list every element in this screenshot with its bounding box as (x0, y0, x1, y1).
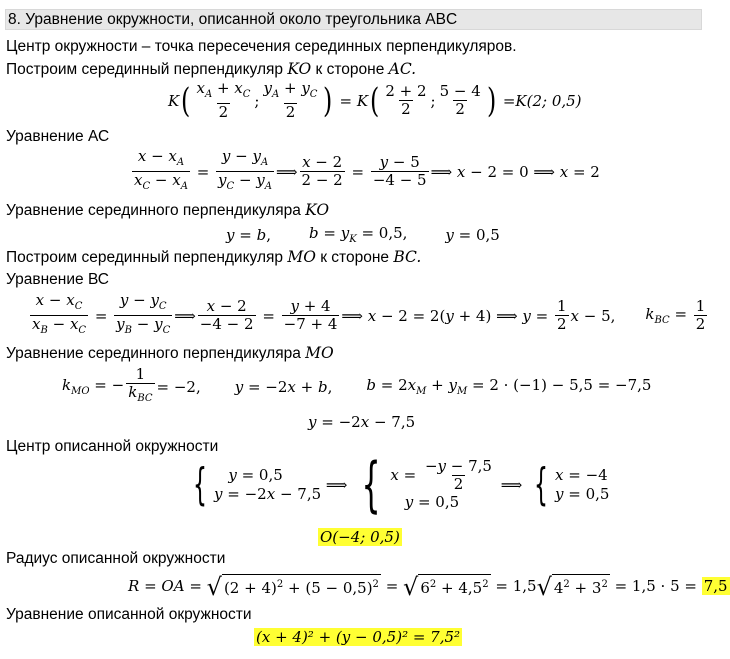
text-line-build-mo (6, 248, 421, 267)
symbol-bc: BC. (393, 248, 422, 266)
formula-perp-mo: $k_{MO}$ = − 1 $k_{BC}$ = −2, y = −2x + b, $b = 2x_M + y_M = 2 \cdot (-1) - 5,5 = -7,5$ (62, 366, 651, 407)
text-line-radius: Радиус описанной окружности (6, 550, 226, 567)
symbol-mo: MO (287, 248, 316, 266)
text-build-ko-a: Построим серединный перпендикуляр (6, 61, 284, 78)
text-perp-ko: Уравнение серединного перпендикуляра (6, 202, 301, 219)
formula-radius: R = OA = √ $(2 + 4)^2 + (5 - 0,5)^2$ = √ $6^2 + 4,5^2$ = 1,5 √ $4^2 + 3^2$ = 1,5 · 5 = 7,5 (128, 573, 728, 601)
text-line-center-definition: Центр окружности – точка пересечения серединных перпендикуляров. (6, 38, 517, 55)
formula-center-system: { y = 0,5 y = −2x − 7,5 ⟹ { x = −y − 7,5 2 y = 0,5 ⟹ { x = −4 y = 0,5 (193, 450, 610, 520)
symbol-ko: KO (287, 60, 312, 78)
symbol-ko-2: KO (305, 201, 330, 219)
text-build-mo-b: к стороне (320, 249, 390, 266)
center-value: O(−4; 0,5) (320, 528, 400, 546)
symbol-mo-2: MO (305, 344, 334, 362)
formula-perp-mo-result: y = −2x − 7,5 (308, 413, 416, 431)
text-line-eq-bc: Уравнение ВС (6, 271, 109, 288)
result-center (318, 528, 402, 546)
radius-value: 7,5 (703, 577, 728, 595)
formula-line-ac: $\frac{x - x_A}{x_C - x_A}$ = $\frac{y - y_A}{y_C - y_A}$ ⟹ $\frac{x - 2}{2 - 2}$ = $\frac{y - 5}{-4 - 5}$ ⟹ x − 2 = 0 ⟹ x = 2 (130, 148, 600, 195)
result-k: K(2; 0,5) (515, 91, 582, 110)
circle-equation: (x + 4)² + (y − 0,5)² = 7,5² (256, 628, 461, 646)
text-line-perp-ko (6, 201, 329, 220)
text-line-build-ko (6, 60, 416, 79)
text-line-eq-ac: Уравнение АС (6, 128, 110, 145)
formula-circle (254, 628, 462, 646)
text-perp-mo: Уравнение серединного перпендикуляра (6, 345, 301, 362)
section-title: 8. Уравнение окружности, описанной около треугольника ABC (5, 9, 702, 30)
text-build-mo-a: Построим серединный перпендикуляр (6, 249, 284, 266)
formula-line-bc: $\frac{x - x_C}{x_B - x_C}$ = $\frac{y - y_C}{y_B - y_C}$ ⟹ $\frac{x - 2}{-4 - 2}$ = $\frac{y + 4}{-7 + 4}$ ⟹ x − 2 = 2(y + 4) ⟹ y = $\frac{1}{2}$ x − 5, $k_{BC}$ = $\frac{1}{2}$ (28, 292, 709, 339)
text-line-perp-mo (6, 344, 334, 363)
formula-midpoint-k: K ( $x_A + x_C$ 2 ; $y_A + y_C$ 2 ) = K ( 2 + 2 2 ; 5 − 4 2 ) = K(2; 0,5) (168, 79, 582, 121)
text-line-circle-eq: Уравнение описанной окружности (6, 606, 252, 623)
text-line-center: Центр описанной окружности (6, 438, 219, 455)
formula-perp-ko: y = b, $b = y_K = 0,5$, y = 0,5 (226, 224, 500, 245)
text-build-ko-b: к стороне (315, 61, 385, 78)
symbol-ac: AC. (388, 60, 417, 78)
